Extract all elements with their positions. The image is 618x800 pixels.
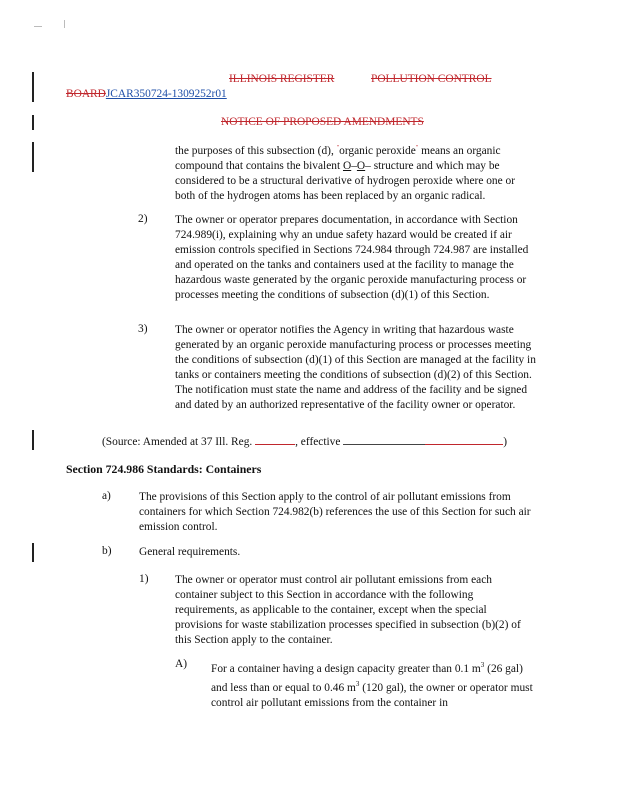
change-bar [32, 543, 34, 562]
item-3-number: 3) [138, 323, 148, 335]
item-b-text: General requirements. [139, 546, 241, 558]
change-bar [32, 72, 34, 102]
board-title-deleted-a: POLLUTION CONTROL [371, 73, 492, 85]
effective-date-blank-red [425, 433, 503, 445]
item-3-text: The owner or operator notifies the Agency in writing that hazardous waste generated by an organic peroxide manufacturing process or processes meeting the conditions of subsection (d)(1) of this Section are managed at the facility in tanks or containers meeting the conditions of subsection (d)(2) of this Section. The notification must state the name and address of the facility and be signed and dated by an authorized representative of the facility owner or operator. [175, 324, 536, 412]
board-docket-line [66, 88, 227, 100]
register-title: ILLINOIS REGISTER [229, 73, 335, 85]
change-bar [32, 142, 34, 172]
register-page-blank [255, 433, 295, 445]
section-heading: Section 724.986 Standards: Containers [66, 462, 262, 476]
item-b1-text: The owner or operator must control air pollutant emissions from each container subject to this Section in accordance with the following requirements, as applicable to the container, except when the special provisions for waste stabilization processes specified in subsection (b)(2) of this Section apply to the container. [175, 574, 521, 647]
effective-date-blank [343, 433, 425, 445]
notice-title: NOTICE OF PROPOSED AMENDMENTS [221, 116, 424, 128]
docket-link[interactable]: JCAR350724-1309252r01 [105, 88, 227, 100]
change-bar [32, 115, 34, 130]
item-bA-number: A) [175, 658, 188, 670]
item-bA-text: For a container having a design capacity greater than 0.1 $m^3$ (26 gal) and less than or equal to 0.46 $m^3$ (120 gal), the owner or operator must control air pollutant emissions from the container in [211, 661, 533, 709]
corner-mark [34, 26, 42, 27]
source-line: (Source: Amended at 37 Ill. Reg. , effective ) [102, 433, 507, 448]
item-b1-number: 1) [139, 573, 149, 585]
intro-paragraph: the purposes of this subsection (d), "organic peroxide" means an organic compound that contains the bivalent O–O– structure and which may be considered to be a structural derivative of hydrogen peroxide where one or both of the hydrogen atoms has been replaced by an organic radical. [175, 144, 516, 203]
item-a-text: The provisions of this Section apply to the control of air pollutant emissions from containers for which Section 724.982(b) references the use of this Section for such air emission control. [139, 491, 531, 534]
board-title-deleted-b: BOARD [66, 88, 106, 100]
item-2-text: The owner or operator prepares documentation, in accordance with Section 724.989(i), explaining why an undue safety hazard would be created if air emission controls specified in Sections 724.984 through 724.987 are installed and operated on the tanks and containers used at the facility to manage the hazardous waste generated by the organic peroxide manufacturing process or processes meeting the conditions of subsection (d)(1) of this Section. [175, 214, 529, 302]
item-2-number: 2) [138, 213, 148, 225]
item-b-number: b) [102, 545, 112, 557]
change-bar [32, 430, 34, 450]
corner-mark [64, 20, 65, 28]
item-a-number: a) [102, 490, 111, 502]
